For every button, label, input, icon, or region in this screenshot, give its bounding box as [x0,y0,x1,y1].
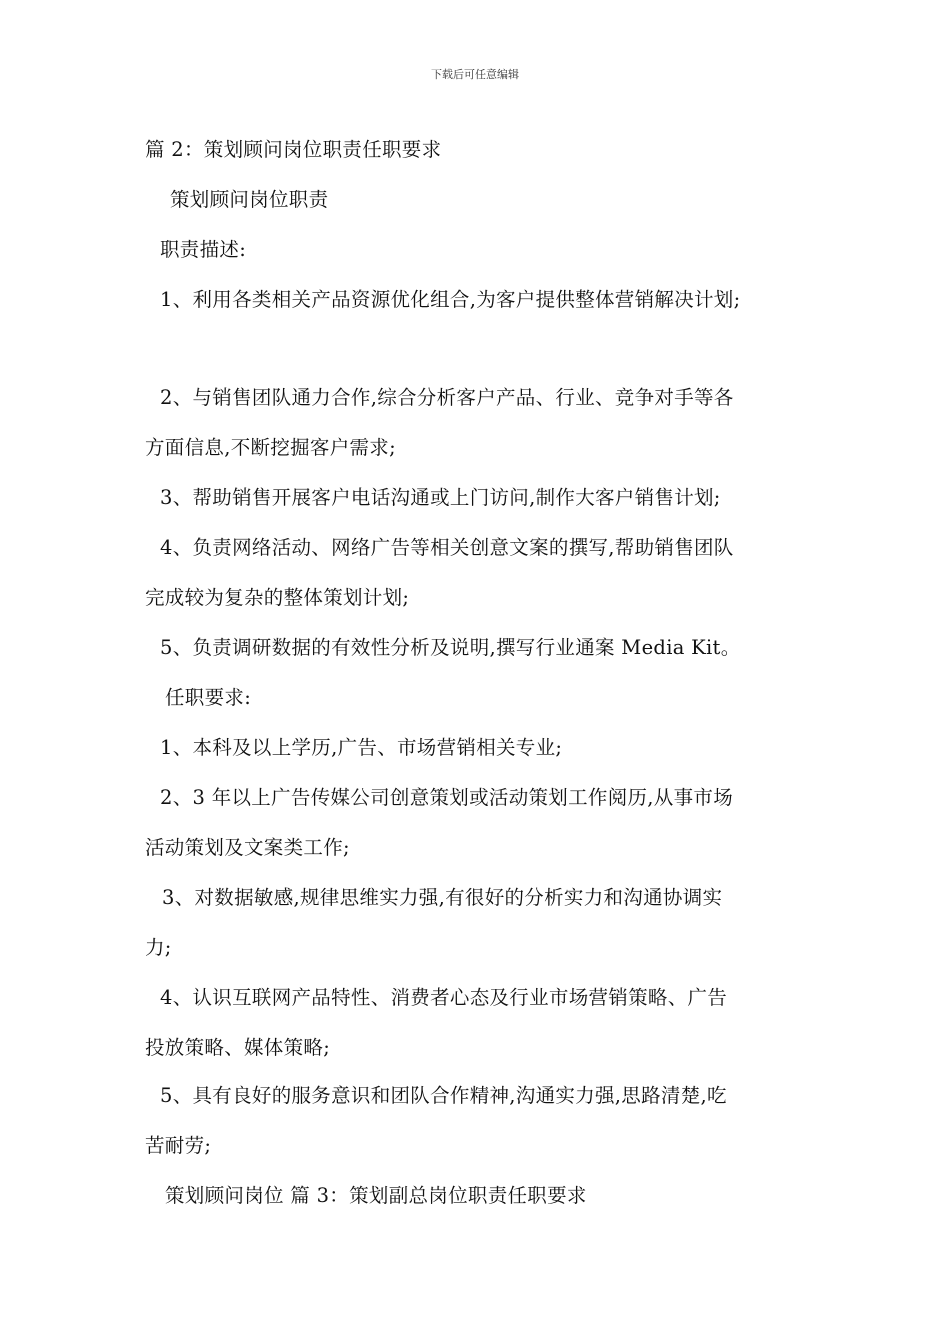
requirement-item-2-continued: 活动策划及文案类工作; [145,836,350,859]
requirement-item-4: 4、认识互联网产品特性、消费者心态及行业市场营销策略、广告 [160,986,728,1009]
requirement-item-5-continued: 苦耐劳; [145,1134,212,1157]
duty-item-1: 1、利用各类相关产品资源优化组合,为客户提供整体营销解决计划; [160,288,741,311]
duties-heading: 职责描述: [160,238,247,261]
requirements-heading: 任职要求: [165,686,252,709]
requirement-item-1: 1、本科及以上学历,广告、市场营销相关专业; [160,736,563,759]
duty-item-5: 5、负责调研数据的有效性分析及说明,撰写行业通案 Media Kit。 [160,636,741,659]
duty-item-3: 3、帮助销售开展客户电话沟通或上门访问,制作大客户销售计划; [160,486,721,509]
duty-item-2: 2、与销售团队通力合作,综合分析客户产品、行业、竞争对手等各 [160,386,734,409]
page-header: 下载后可任意编辑 [431,68,519,81]
duty-item-4-continued: 完成较为复杂的整体策划计划; [145,586,410,609]
subsection-title: 策划顾问岗位职责 [170,188,329,211]
next-section-title: 策划顾问岗位 篇 3：策划副总岗位职责任职要求 [165,1184,587,1207]
requirement-item-2: 2、3 年以上广告传媒公司创意策划或活动策划工作阅历,从事市场 [160,786,734,809]
duty-item-4: 4、负责网络活动、网络广告等相关创意文案的撰写,帮助销售团队 [160,536,734,559]
requirement-item-4-continued: 投放策略、媒体策略; [145,1036,331,1059]
duty-item-2-continued: 方面信息,不断挖掘客户需求; [145,436,396,459]
requirement-item-5: 5、具有良好的服务意识和团队合作精神,沟通实力强,思路清楚,吃 [160,1084,727,1107]
requirement-item-3-continued: 力; [145,936,172,959]
requirement-item-3: 3、对数据敏感,规律思维实力强,有很好的分析实力和沟通协调实 [162,886,723,909]
section-title: 篇 2：策划顾问岗位职责任职要求 [145,138,442,161]
